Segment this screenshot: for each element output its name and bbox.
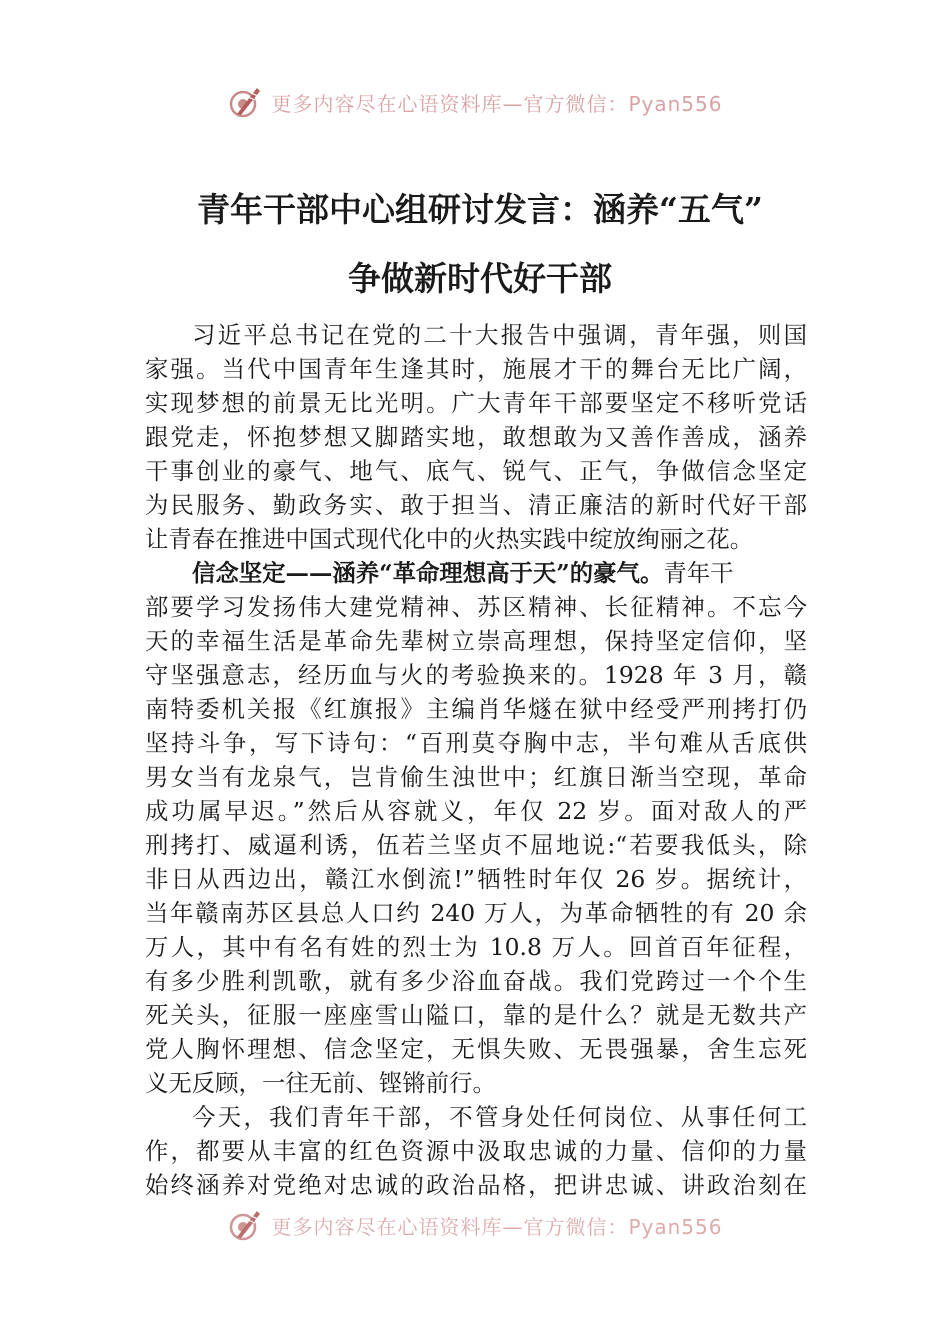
paragraph-2-line: 义无反顾，一往无前、铿锵前行。 — [145, 1069, 496, 1097]
paragraph-2-line: 天的幸福生活是革命先辈树立崇高理想，保持坚定信仰，坚 — [145, 627, 807, 655]
paragraph-1-line: 为民服务、勤政务实、敢于担当、清正廉洁的新时代好干部 — [145, 491, 807, 519]
paragraph-2-first-line — [145, 556, 807, 590]
section-heading: 信念坚定——涵养“革命理想高于天”的豪气。 — [192, 559, 664, 587]
paragraph-2-line: 守坚强意志，经历血与火的考验换来的。1928 年 3 月，赣 — [145, 661, 807, 689]
feather-logo-icon — [227, 84, 263, 120]
paragraph-2-line: 党人胸怀理想、信念坚定，无惧失败、无畏强暴，舍生忘死 — [145, 1035, 807, 1063]
paragraph-1-line: 实现梦想的前景无比光明。广大青年干部要坚定不移听党话 — [145, 389, 807, 417]
document-title-line-2: 争做新时代好干部 — [348, 259, 612, 298]
paragraph-2-line: 有多少胜利凯歌，就有多少浴血奋战。我们党跨过一个个生 — [145, 967, 807, 995]
paragraph-1-line: 习近平总书记在党的二十大报告中强调，青年强，则国 — [192, 321, 807, 349]
paragraph-2-line: 非日从西边出，赣江水倒流!”牺牲时年仅 26 岁。据统计， — [145, 865, 807, 893]
document-body — [145, 318, 807, 1202]
paragraph-2-line: 成功属早迟。”然后从容就义，年仅 22 岁。面对敌人的严 — [145, 797, 807, 825]
paragraph-2-line: 男女当有龙泉气，岂肯偷生浊世中；红旗日渐当空现，革命 — [145, 763, 807, 791]
paragraph-2-line: 当年赣南苏区县总人口约 240 万人，为革命牺牲的有 20 余 — [145, 899, 807, 927]
paragraph-1-line: 干事创业的豪气、地气、底气、锐气、正气，争做信念坚定 — [145, 457, 807, 485]
paragraph-2-line: 部要学习发扬伟大建党精神、苏区精神、长征精神。不忘今 — [145, 593, 807, 621]
footer-watermark — [0, 1205, 950, 1245]
paragraph-1-line: 跟党走，怀抱梦想又脚踏实地，敢想敢为又善作善成，涵养 — [145, 423, 807, 451]
paragraph-2-line: 刑拷打、威逼利诱，伍若兰坚贞不屈地说:“若要我低头，除 — [145, 831, 807, 859]
watermark-text: 更多内容尽在心语资料库—官方微信：Pyan556 — [271, 1214, 723, 1239]
paragraph-1-line: 让青春在推进中国式现代化中的火热实践中绽放绚丽之花。 — [145, 525, 754, 553]
document-title-line-1: 青年干部中心组研讨发言：涵养“五气” — [197, 190, 763, 229]
watermark-text: 更多内容尽在心语资料库—官方微信：Pyan556 — [271, 91, 723, 116]
paragraph-2-line: 死关头，征服一座座雪山隘口，靠的是什么？就是无数共产 — [145, 1001, 807, 1029]
header-watermark — [0, 82, 950, 122]
feather-logo-icon — [227, 1207, 263, 1243]
paragraph-3-line: 今天，我们青年干部，不管身处任何岗位、从事任何工 — [192, 1103, 807, 1131]
paragraph-2-line: 南特委机关报《红旗报》主编肖华燧在狱中经受严刑拷打仍 — [145, 695, 807, 723]
paragraph-1-line: 家强。当代中国青年生逢其时，施展才干的舞台无比广阔， — [145, 355, 807, 383]
paragraph-2-line: 万人，其中有名有姓的烈士为 10.8 万人。回首百年征程， — [145, 933, 807, 961]
paragraph-2-first-line-rest: 青年干 — [663, 559, 734, 587]
paragraph-3-line: 始终涵养对党绝对忠诚的政治品格，把讲忠诚、讲政治刻在 — [145, 1171, 807, 1199]
paragraph-2-line: 坚持斗争，写下诗句：“百刑莫夺胸中志，半句难从舌底供 — [145, 729, 807, 757]
paragraph-3-line: 作，都要从丰富的红色资源中汲取忠诚的力量、信仰的力量 — [145, 1137, 807, 1165]
